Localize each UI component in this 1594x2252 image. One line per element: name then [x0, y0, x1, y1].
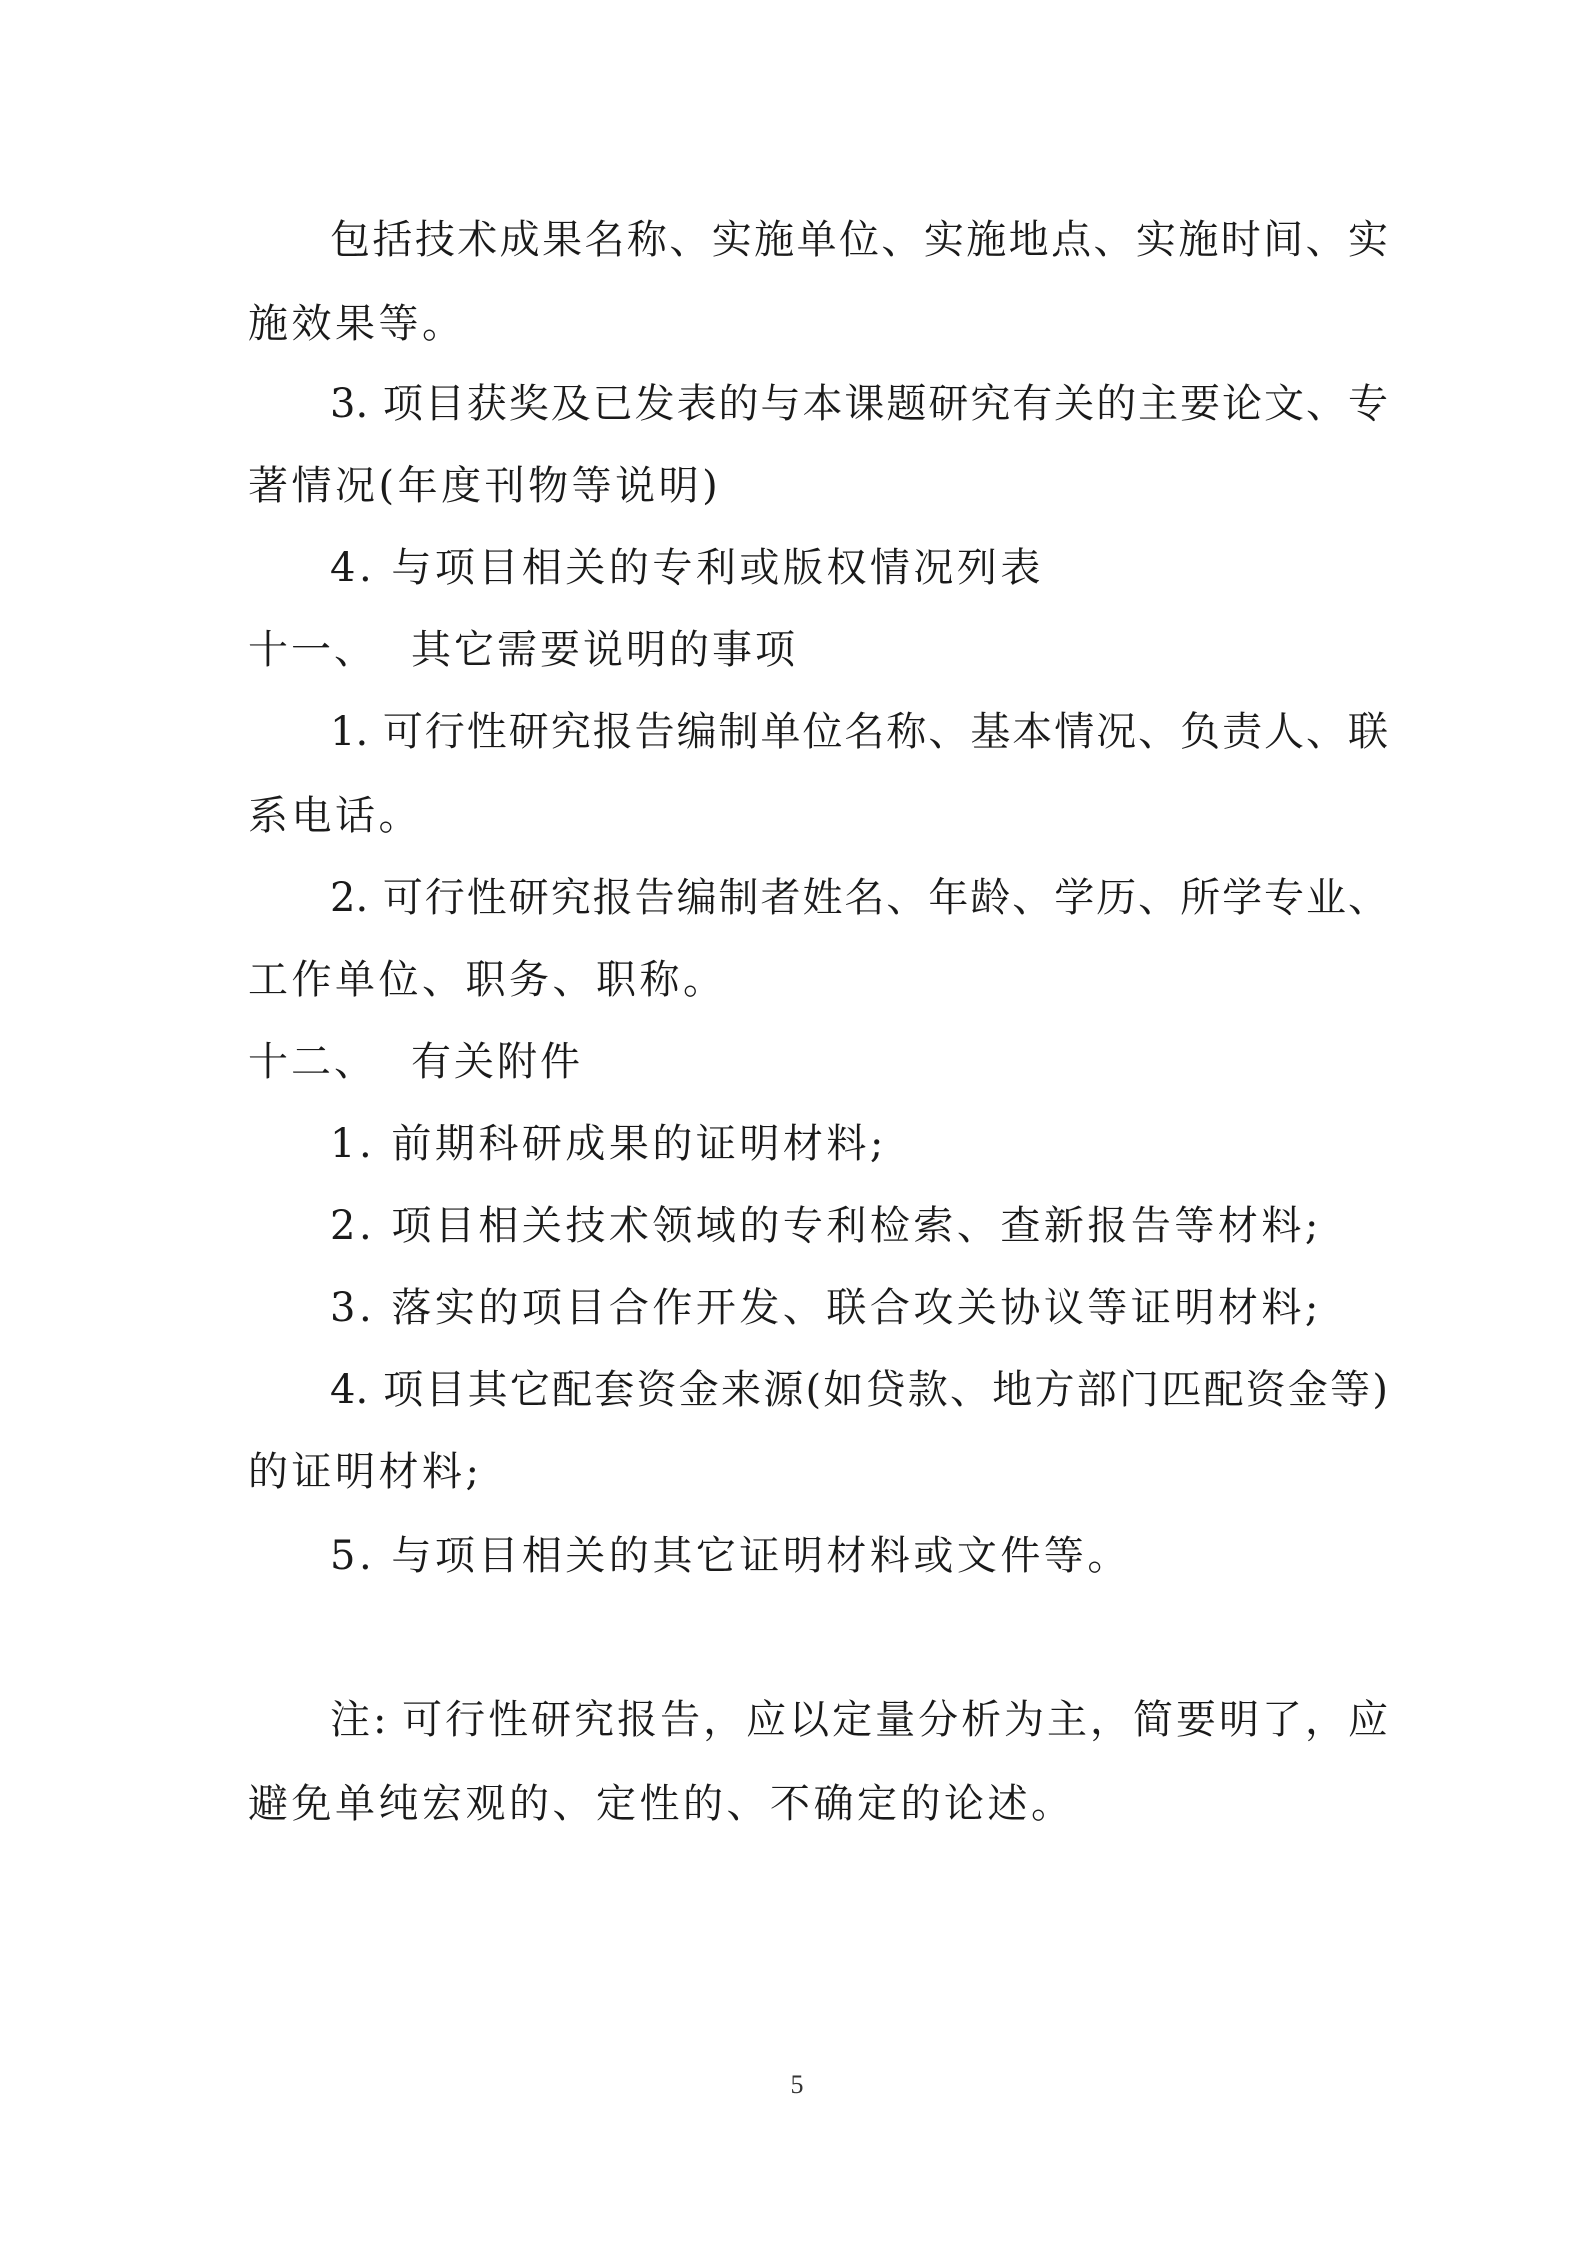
- list-item: 2. 项目相关技术领域的专利检索、查新报告等材料;: [330, 1203, 1322, 1249]
- list-item: 3. 落实的项目合作开发、联合攻关协议等证明材料;: [330, 1285, 1322, 1331]
- paragraph-line: 著情况(年度刊物等说明): [248, 463, 722, 509]
- section-number: 十一、: [248, 627, 377, 673]
- paragraph-line: 包括技术成果名称、实施单位、实施地点、实施时间、实: [330, 217, 1388, 263]
- section-title: 有关附件: [411, 1039, 583, 1085]
- paragraph-line: 施效果等。: [248, 301, 466, 347]
- note-line: 注: 可行性研究报告，应以定量分析为主，简要明了，应: [330, 1697, 1388, 1743]
- paragraph-line: 系电话。: [248, 793, 422, 839]
- section-heading: [248, 1034, 583, 1090]
- section-heading: [248, 622, 798, 678]
- paragraph-line: 4. 项目其它配套资金来源(如贷款、地方部门匹配资金等): [330, 1367, 1388, 1413]
- page-number: 5: [790, 2070, 804, 2099]
- paragraph-line: 3. 项目获奖及已发表的与本课题研究有关的主要论文、专: [330, 381, 1388, 427]
- list-item: 1. 前期科研成果的证明材料;: [330, 1121, 887, 1167]
- list-item: 4. 与项目相关的专利或版权情况列表: [330, 545, 1044, 591]
- paragraph-line: 工作单位、职务、职称。: [248, 957, 727, 1003]
- note-line: 避免单纯宏观的、定性的、不确定的论述。: [248, 1781, 1075, 1827]
- section-title: 其它需要说明的事项: [411, 627, 798, 673]
- list-item: 5. 与项目相关的其它证明材料或文件等。: [330, 1533, 1131, 1579]
- paragraph-line: 的证明材料;: [248, 1449, 483, 1495]
- paragraph-line: 2. 可行性研究报告编制者姓名、年龄、学历、所学专业、: [330, 875, 1388, 921]
- paragraph-line: 1. 可行性研究报告编制单位名称、基本情况、负责人、联: [330, 709, 1388, 755]
- section-number: 十二、: [248, 1039, 377, 1085]
